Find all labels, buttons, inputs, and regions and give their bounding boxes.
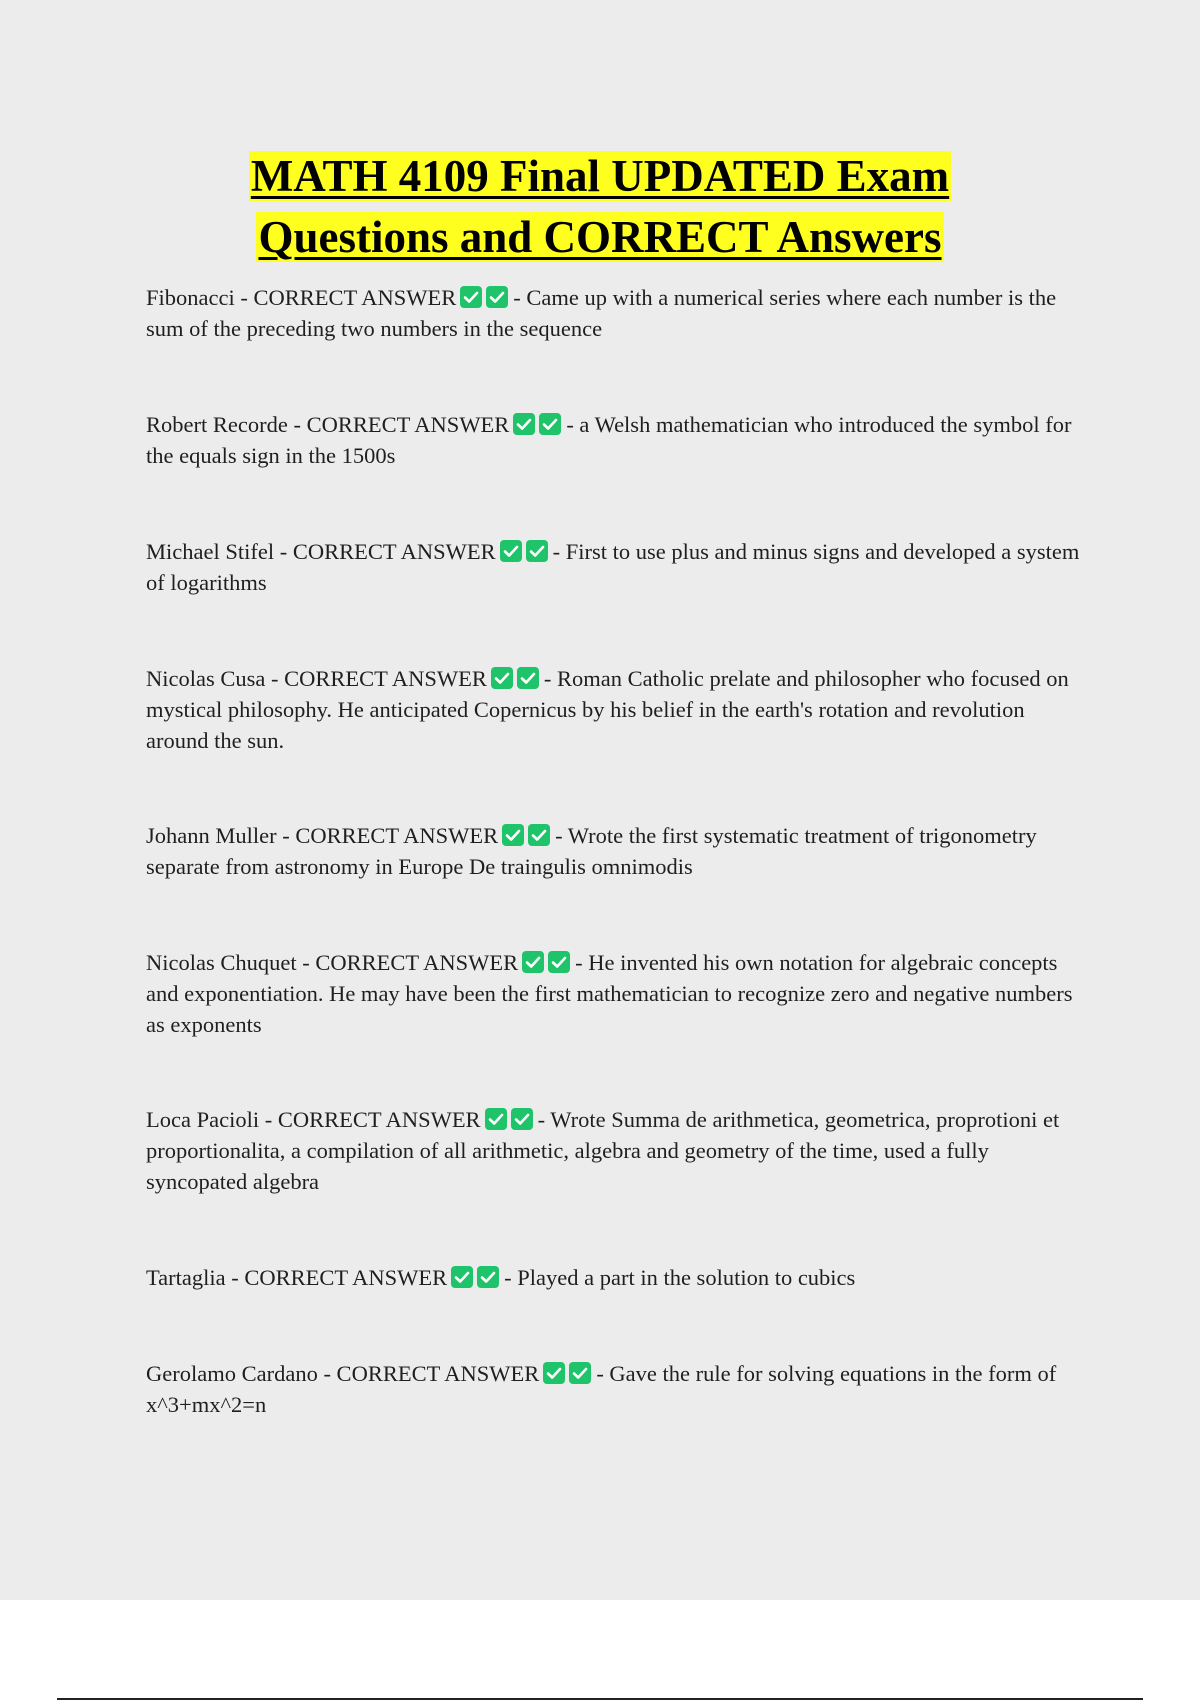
entry-term: Nicolas Cusa - CORRECT ANSWER bbox=[146, 666, 487, 691]
entry-answer: - a Welsh mathematician who introduced the symbol for the equals sign in the 1500s bbox=[146, 412, 1072, 468]
entry-term: Loca Pacioli - CORRECT ANSWER bbox=[146, 1107, 481, 1132]
title-line-2: Questions and CORRECT Answers bbox=[258, 212, 942, 262]
check-icon bbox=[543, 1362, 565, 1384]
entry-term: Gerolamo Cardano - CORRECT ANSWER bbox=[146, 1361, 540, 1386]
entry-answer: - Played a part in the solution to cubics bbox=[504, 1265, 856, 1290]
qa-entry bbox=[146, 282, 1086, 344]
qa-entry bbox=[146, 409, 1086, 471]
check-icon bbox=[485, 1108, 507, 1130]
entry-term: Johann Muller - CORRECT ANSWER bbox=[146, 823, 499, 848]
check-icon bbox=[528, 824, 550, 846]
qa-entry bbox=[146, 820, 1086, 882]
check-icon bbox=[548, 951, 570, 973]
entry-answer: - First to use plus and minus signs and developed a system of logarithms bbox=[146, 539, 1080, 595]
title-line-1: MATH 4109 Final UPDATED Exam bbox=[250, 151, 950, 201]
qa-entry bbox=[146, 536, 1086, 598]
qa-entry bbox=[146, 663, 1086, 756]
entry-answer: - Roman Catholic prelate and philosopher who focused on mystical philosophy. He anticipated Copernicus by his belief in the earth's rotation and revolution around the sun. bbox=[146, 666, 1069, 753]
qa-entry bbox=[146, 1104, 1086, 1197]
check-icon bbox=[500, 540, 522, 562]
check-icon bbox=[486, 286, 508, 308]
qa-entry bbox=[146, 1262, 1086, 1293]
entry-term: Michael Stifel - CORRECT ANSWER bbox=[146, 539, 496, 564]
entry-term: Nicolas Chuquet - CORRECT ANSWER bbox=[146, 950, 519, 975]
check-icon bbox=[502, 824, 524, 846]
check-icon bbox=[539, 413, 561, 435]
entry-answer: - Gave the rule for solving equations in the form of x^3+mx^2=n bbox=[146, 1361, 1057, 1417]
entry-term: Robert Recorde - CORRECT ANSWER bbox=[146, 412, 510, 437]
check-icon bbox=[513, 413, 535, 435]
check-icon bbox=[569, 1362, 591, 1384]
entry-term: Fibonacci - CORRECT ANSWER bbox=[146, 285, 457, 310]
document-title bbox=[0, 146, 1200, 268]
qa-entry bbox=[146, 1358, 1086, 1420]
entry-answer: - Wrote Summa de arithmetica, geometrica, proprotioni et proportionalita, a compilation of all arithmetic, algebra and geometry of the time, used a fully syncopated algebra bbox=[146, 1107, 1060, 1194]
entry-answer: - Came up with a numerical series where each number is the sum of the preceding two numbers in the sequence bbox=[146, 285, 1057, 341]
entry-answer: - Wrote the first systematic treatment of trigonometry separate from astronomy in Europe De traingulis omnimodis bbox=[146, 823, 1037, 879]
qa-entry bbox=[146, 947, 1086, 1040]
check-icon bbox=[517, 667, 539, 689]
check-icon bbox=[511, 1108, 533, 1130]
entry-term: Tartaglia - CORRECT ANSWER bbox=[146, 1265, 448, 1290]
entry-answer: - He invented his own notation for algebraic concepts and exponentiation. He may have been the first mathematician to recognize zero and negative numbers as exponents bbox=[146, 950, 1073, 1037]
check-icon bbox=[451, 1266, 473, 1288]
check-icon bbox=[477, 1266, 499, 1288]
check-icon bbox=[522, 951, 544, 973]
check-icon bbox=[491, 667, 513, 689]
check-icon bbox=[526, 540, 548, 562]
check-icon bbox=[460, 286, 482, 308]
